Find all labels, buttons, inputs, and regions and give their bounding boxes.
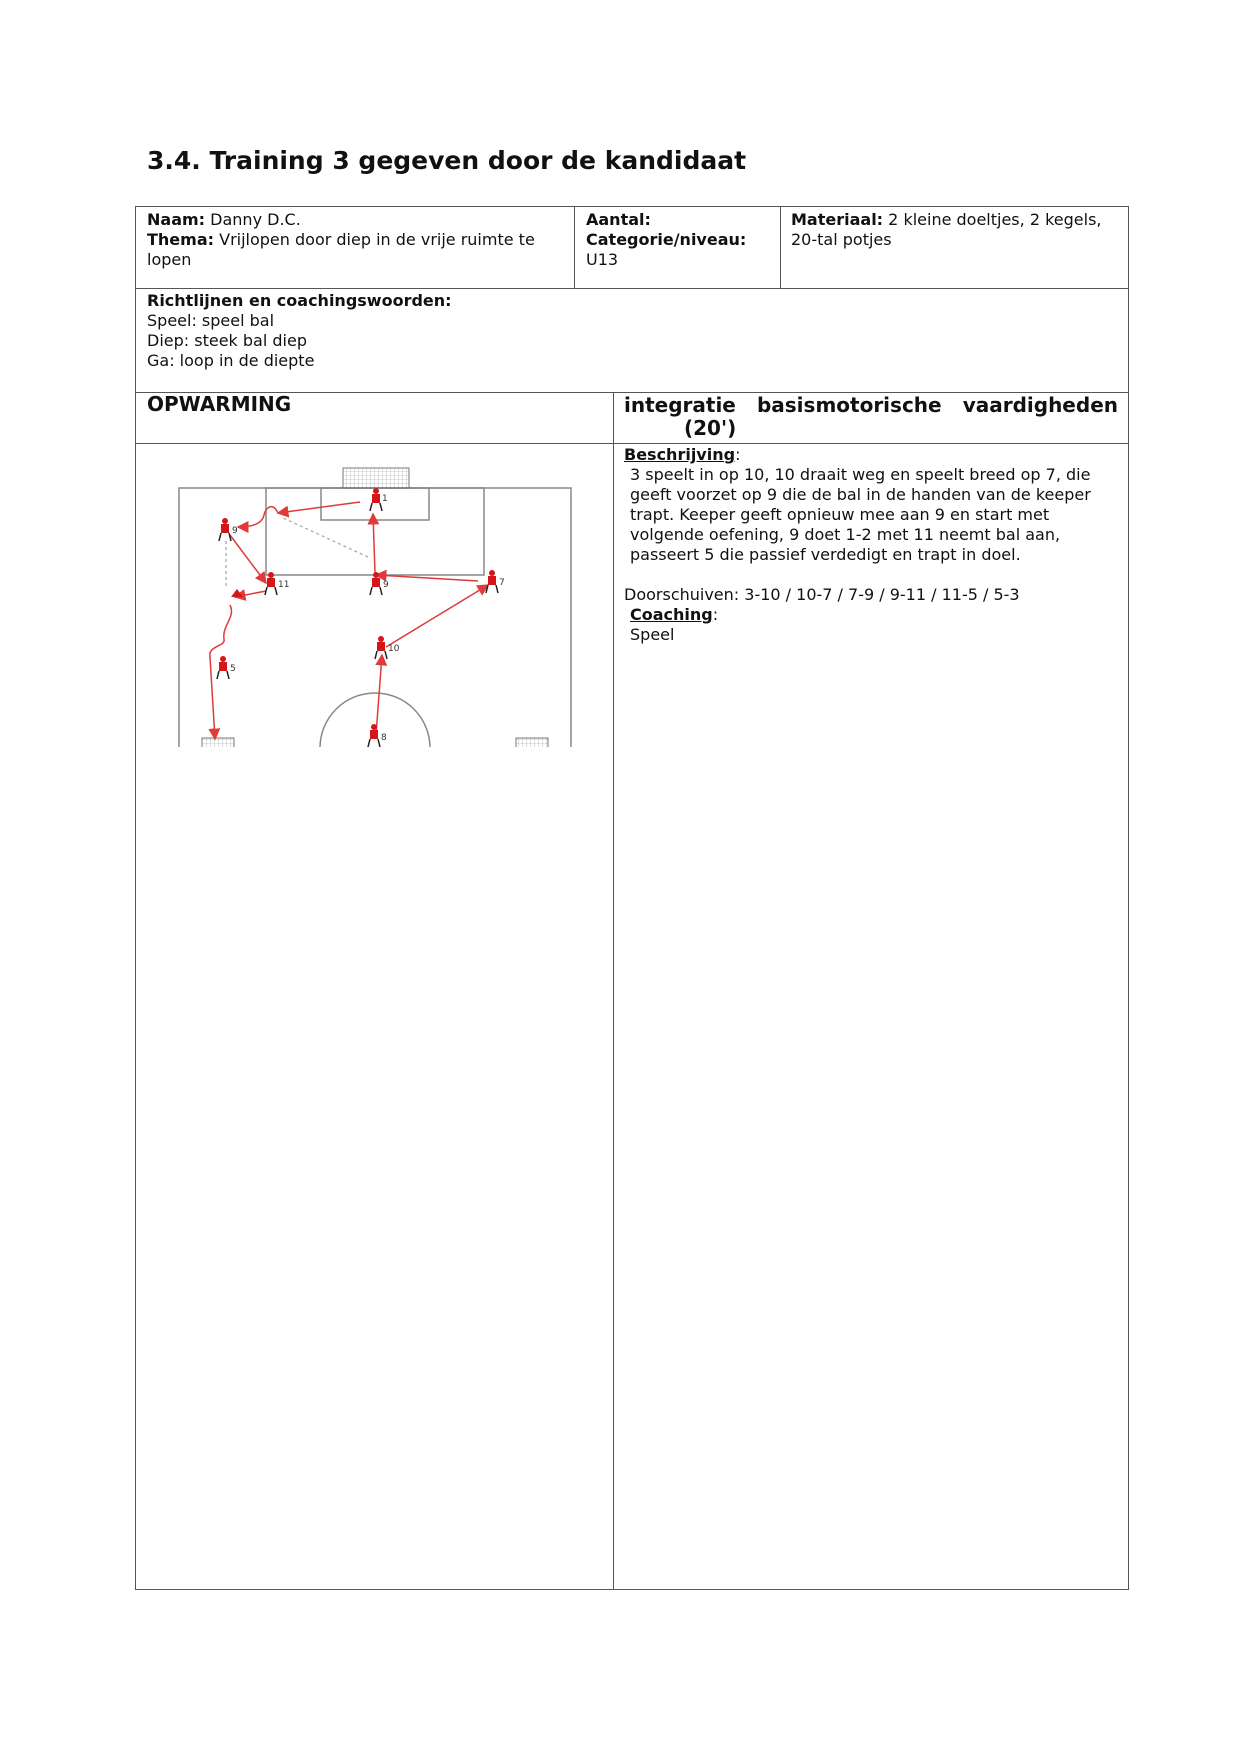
player-number: 5 <box>230 664 236 674</box>
thema-label: Thema: <box>147 230 215 249</box>
pitch-diagram <box>178 447 574 747</box>
naam-value: Danny D.C. <box>210 210 301 229</box>
categorie-value: U13 <box>586 250 619 269</box>
main-goal <box>343 468 409 488</box>
player-number: 1 <box>382 494 388 504</box>
section-title-line1: integratie basismotorische vaardigheden <box>624 393 1118 417</box>
beschrijving-label: Beschrijving <box>624 445 736 464</box>
richtlijnen-cell <box>147 291 1107 371</box>
section-title-right <box>624 394 1118 440</box>
doorschuiven-text: Doorschuiven: 3-10 / 10-7 / 7-9 / 9-11 / 11-5 / 5-3 <box>624 585 1020 604</box>
section-title-line2: (20') <box>684 416 737 440</box>
richtlijn-line: Ga: loop in de diepte <box>147 351 315 370</box>
aantal-label: Aantal: <box>586 210 651 229</box>
row-divider <box>136 443 1128 444</box>
col-divider <box>613 392 614 1589</box>
description-text: 3 speelt in op 10, 10 draait weg en speelt breed op 7, die geeft voorzet op 9 die de bal in de handen van de keeper trapt. Keeper geeft opnieuw mee aan 9 en start met volgende oefening, 9 doet 1-2 met 11 neemt bal aan, passeert 5 die passief verdedigt en trapt in doel. <box>630 465 1091 564</box>
richtlijn-line: Speel: speel bal <box>147 311 275 330</box>
page-title: 3.4. Training 3 gegeven door de kandidaat <box>147 146 747 175</box>
description-cell: Beschrijving: 3 speelt in op 10, 10 draait weg en speelt breed op 7, die geeft voorzet op 9 die de bal in de handen van de keeper trapt. Keeper geeft opnieuw mee aan 9 en start met volgende oefening, 9 doet 1-2 met 11 neemt bal aan, passeert 5 die passief verdedigt en trapt in doel. Doorschuiven: 3-10 / 10-7 / 7-9 / 9-11 / 11-5 / 5-3 Coaching: Speel <box>624 445 1114 645</box>
aantal-categorie-cell <box>586 210 771 270</box>
naam-label: Naam: <box>147 210 206 229</box>
materiaal-cell <box>791 210 1121 250</box>
mini-goal-left <box>202 738 234 747</box>
coaching-label: Coaching <box>630 605 713 624</box>
coaching-text: Speel <box>630 625 675 644</box>
field-outline <box>179 488 571 747</box>
categorie-label: Categorie/niveau: <box>586 230 747 249</box>
training-form-table <box>135 206 1129 1590</box>
player-number: 8 <box>381 733 387 743</box>
mini-goal-right <box>516 738 548 747</box>
player-number: 9 <box>383 580 389 590</box>
player-number: 9 <box>232 526 238 536</box>
naam-thema-cell <box>147 210 567 270</box>
row-divider <box>136 288 1128 289</box>
player-number: 11 <box>278 580 290 590</box>
richtlijn-line: Diep: steek bal diep <box>147 331 307 350</box>
col-divider <box>574 207 575 288</box>
player-number: 7 <box>499 578 505 588</box>
col-divider <box>780 207 781 288</box>
thema-value: Vrijlopen door diep in de vrije ruimte te lopen <box>147 230 535 269</box>
materiaal-label: Materiaal: <box>791 210 884 229</box>
player-number: 10 <box>388 644 400 654</box>
section-title-left: OPWARMING <box>147 392 292 416</box>
materiaal-value: 2 kleine doeltjes, 2 kegels, 20-tal potjes <box>791 210 1102 249</box>
richtlijnen-title: Richtlijnen en coachingswoorden: <box>147 291 452 310</box>
